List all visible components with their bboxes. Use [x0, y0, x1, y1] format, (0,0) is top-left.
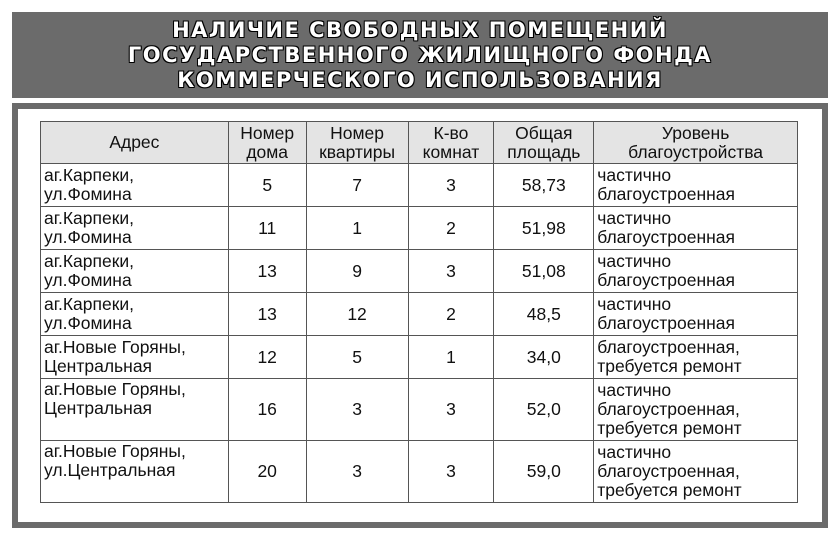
- cell-apartment: 7: [306, 164, 408, 207]
- cell-address: аг.Карпеки, ул.Фомина: [41, 207, 229, 250]
- cell-rooms: 3: [408, 379, 494, 441]
- header-area: Общая площадь: [494, 122, 594, 164]
- cell-level: частично благоустроенная, требуется ремонт: [594, 441, 798, 503]
- cell-level: частично благоустроенная: [594, 293, 798, 336]
- title-line-3: КОММЕРЧЕСКОГО ИСПОЛЬЗОВАНИЯ: [177, 67, 663, 92]
- cell-area: 58,73: [494, 164, 594, 207]
- cell-rooms: 1: [408, 336, 494, 379]
- cell-area: 52,0: [494, 379, 594, 441]
- table-row: [41, 250, 798, 293]
- cell-rooms: 3: [408, 441, 494, 503]
- header-rooms: К-во комнат: [408, 122, 494, 164]
- table-row: [41, 441, 798, 503]
- cell-apartment: 12: [306, 293, 408, 336]
- cell-house: 12: [228, 336, 306, 379]
- premises-table: [40, 121, 798, 503]
- cell-apartment: 3: [306, 441, 408, 503]
- cell-address: аг.Карпеки, ул.Фомина: [41, 250, 229, 293]
- header-level: Уровень благоустройства: [594, 122, 798, 164]
- cell-area: 51,08: [494, 250, 594, 293]
- cell-level: частично благоустроенная: [594, 207, 798, 250]
- cell-rooms: 3: [408, 164, 494, 207]
- cell-address: аг.Новые Горяны, Центральная: [41, 379, 229, 441]
- cell-house: 11: [228, 207, 306, 250]
- cell-level: благоустроенная, требуется ремонт: [594, 336, 798, 379]
- title-line-2: ГОСУДАРСТВЕННОГО ЖИЛИЩНОГО ФОНДА: [127, 42, 713, 67]
- cell-apartment: 3: [306, 379, 408, 441]
- table-row: [41, 164, 798, 207]
- cell-house: 20: [228, 441, 306, 503]
- cell-area: 59,0: [494, 441, 594, 503]
- cell-level: частично благоустроенная: [594, 164, 798, 207]
- cell-apartment: 1: [306, 207, 408, 250]
- cell-house: 16: [228, 379, 306, 441]
- cell-rooms: 2: [408, 293, 494, 336]
- cell-rooms: 2: [408, 207, 494, 250]
- cell-area: 48,5: [494, 293, 594, 336]
- cell-address: аг.Карпеки, ул.Фомина: [41, 293, 229, 336]
- cell-area: 34,0: [494, 336, 594, 379]
- header-house: Номер дома: [228, 122, 306, 164]
- cell-apartment: 9: [306, 250, 408, 293]
- header-apartment: Номер квартиры: [306, 122, 408, 164]
- table-row: [41, 379, 798, 441]
- table-row: [41, 293, 798, 336]
- table-container: [18, 109, 822, 522]
- cell-level: частично благоустроенная: [594, 250, 798, 293]
- cell-address: аг.Новые Горяны, Центральная: [41, 336, 229, 379]
- table-header-row: [41, 122, 798, 164]
- table-row: [41, 336, 798, 379]
- cell-address: аг.Новые Горяны, ул.Центральная: [41, 441, 229, 503]
- cell-apartment: 5: [306, 336, 408, 379]
- cell-level: частично благоустроенная, требуется ремонт: [594, 379, 798, 441]
- table-row: [41, 207, 798, 250]
- header-address: Адрес: [41, 122, 229, 164]
- cell-house: 13: [228, 293, 306, 336]
- cell-house: 13: [228, 250, 306, 293]
- cell-area: 51,98: [494, 207, 594, 250]
- title-banner: [12, 12, 828, 98]
- cell-address: аг.Карпеки, ул.Фомина: [41, 164, 229, 207]
- table-frame: [12, 103, 828, 528]
- cell-rooms: 3: [408, 250, 494, 293]
- title-line-1: НАЛИЧИЕ СВОБОДНЫХ ПОМЕЩЕНИЙ: [172, 17, 668, 42]
- cell-house: 5: [228, 164, 306, 207]
